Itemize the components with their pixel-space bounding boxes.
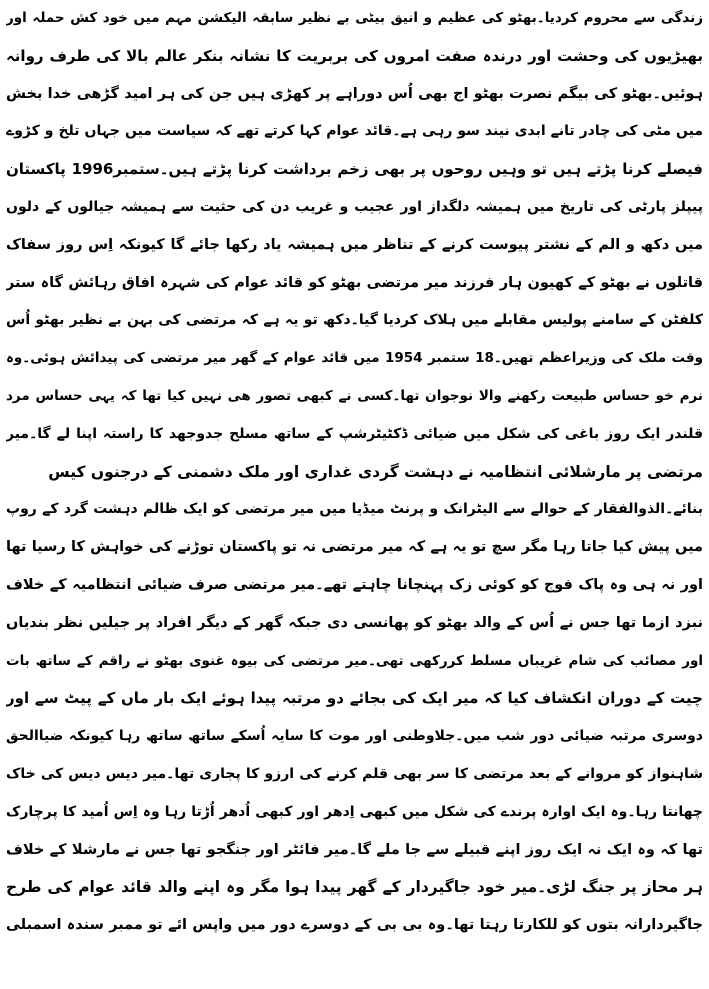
text-line: اور مصائب کی شام غریباں مسلط کررکھی تھی۔میر مرتضی کی بیوہ غنوی بھٹو نے راقم کے ساتھ بات bbox=[6, 652, 703, 669]
text-line: دوسری مرتبہ ضیائی دور شب میں۔جلاوطنی اور موت کا سایہ اُسکے ساتھ ساتھ رہا کیونکہ ضیاالحق bbox=[6, 728, 703, 745]
text-line: شاہنواز کو مروانے کے بعد مرتضی کا سر بھی قلم کرنے کی ارزو کا پجاری تھا۔میر دیس دیس کی خاک bbox=[6, 765, 703, 782]
text-line: میں پیش کیا جاتا رہا مگر سچ تو یہ ہے کہ میر مرتضی نہ تو پاکستان توڑنے کی خواہش کا رسیا تھا bbox=[6, 539, 703, 556]
text-line: تھا کہ وہ ایک نہ ایک روز اپنے قبیلے سے جا ملے گا۔میر فائٹر اور جنگجو تھا جس نے مارشلا کے خلاف bbox=[6, 841, 703, 858]
text-line: فیصلے کرنا پڑتے ہیں تو وہیں روحوں پر بھی زخم برداشت کرنا پڑتے ہیں۔ستمبر1996 پاکستان bbox=[6, 160, 703, 179]
text-line: کلفٹن کے سامنے پولیس مقابلے میں ہلاک کردیا گیا۔دکھ تو یہ ہے کہ مرتضی کی بہن بے نظیر بھٹو اُس bbox=[6, 312, 703, 329]
text-line: پیپلز پارٹی کی تاریخ میں ہمیشہ دلگداز اور عجیب و غریب دن کی حثیت سے ہمیشہ جیالوں کے دلوں bbox=[6, 198, 703, 215]
text-line: جاگیردارانہ بتوں کو للکارتا رہتا تھا۔وہ بی بی کے دوسرے دور میں واپس ائے تو ممبر سندہ اسمبلی bbox=[6, 917, 703, 934]
text-line: ہر محاز پر جنگ لڑی۔میر خود جاگیردار کے گھر پیدا ہوا مگر وہ اپنے والد قائد عوام کی طرح bbox=[6, 878, 703, 897]
text-line: بنائے۔الذوالفقار کے حوالے سے الیٹرانک و پرنٹ میڈیا میں میر مرتضی کو ایک ظالم دہشت گرد کے روپ bbox=[6, 501, 703, 518]
text-line: میں مٹی کی چادر تانے ابدی نیند سو رہی ہے۔قائد عوام کہا کرتے تھے کہ سیاست میں جہاں تلخ و کڑوے bbox=[6, 123, 703, 140]
text-line: قلندر ایک روز باغی کی شکل میں ضیائی ڈکٹیٹرشپ کے ساتھ مسلح جدوجھد کا راستہ اپنا لے گا۔میر bbox=[6, 425, 703, 442]
text-line: زندگی سے محروم کردیا۔بھٹو کی عظیم و انیق بیٹی بے نظیر سابقہ الیکشن مہم میں خود کش حملہ اور bbox=[6, 10, 703, 26]
text-line: نبزد ازما تھا جس نے اُس کے والد بھٹو کو پھانسی دی جبکہ گھر کے دیگر افراد پر جیلیں نظر بندیاں bbox=[6, 614, 703, 631]
article-text bbox=[6, 0, 703, 945]
text-line: میں دکھ و الم کے نشتر پیوست کرنے کے تناظر میں ہمیشہ یاد رکھا جائے گا کیونکہ اِس روز سفاک bbox=[6, 236, 703, 253]
text-line: قاتلوں نے بھٹو کے کھیون ہار فرزند میر مرتضی بھٹو کو قائد عوام کی شہرہ افاق رہائش گاہ ستر bbox=[6, 274, 703, 291]
text-line: نرم خو حساس طبیعت رکھنے والا نوجوان تھا۔کسی نے کبھی تصور ھی نہیں کیا تھا کہ یہی حساس مرد bbox=[6, 387, 703, 404]
text-line: مرتضی پر مارشلائی انتظامیہ نے دہشت گردی غداری اور ملک دشمنی کے درجنوں کیس bbox=[48, 462, 703, 481]
text-line: وقت ملک کی وزیراعظم تھیں۔18 ستمبر 1954 میں قائد عوام کے گھر میر مرتضی کی پیدائش ہوئی۔وہ bbox=[6, 350, 703, 367]
text-line: ہوئیں۔بھٹو کی بیگم نصرت بھٹو اج بھی اُس دوراہے پر کھڑی ہیں جن کی ہر امید گڑھی خدا بخش bbox=[6, 85, 703, 102]
text-line: چھانتا رہا۔وہ ایک اوارہ پرندے کی شکل میں کبھی اِدھر اور کبھی اُدھر اُڑتا رہا وہ اِس اُمید کا پرچارک bbox=[6, 803, 703, 820]
text-line: بھیڑیوں کی وحشت اور درندہ صفت امروں کی بربریت کا نشانہ بنکر عالم بالا کی طرف روانہ bbox=[6, 46, 703, 65]
text-line: اور نہ ہی وہ پاک فوج کو کوئی زک پہنچانا چاہتے تھے۔میر مرتضی صرف ضیائی انتظامیہ کے خلاف bbox=[6, 576, 703, 593]
text-line: چیت کے دوران انکشاف کیا کہ میر ایک کی بجائے دو مرتبہ پیدا ہوئے ایک بار ماں کے پیٹ سے اور bbox=[6, 689, 703, 708]
